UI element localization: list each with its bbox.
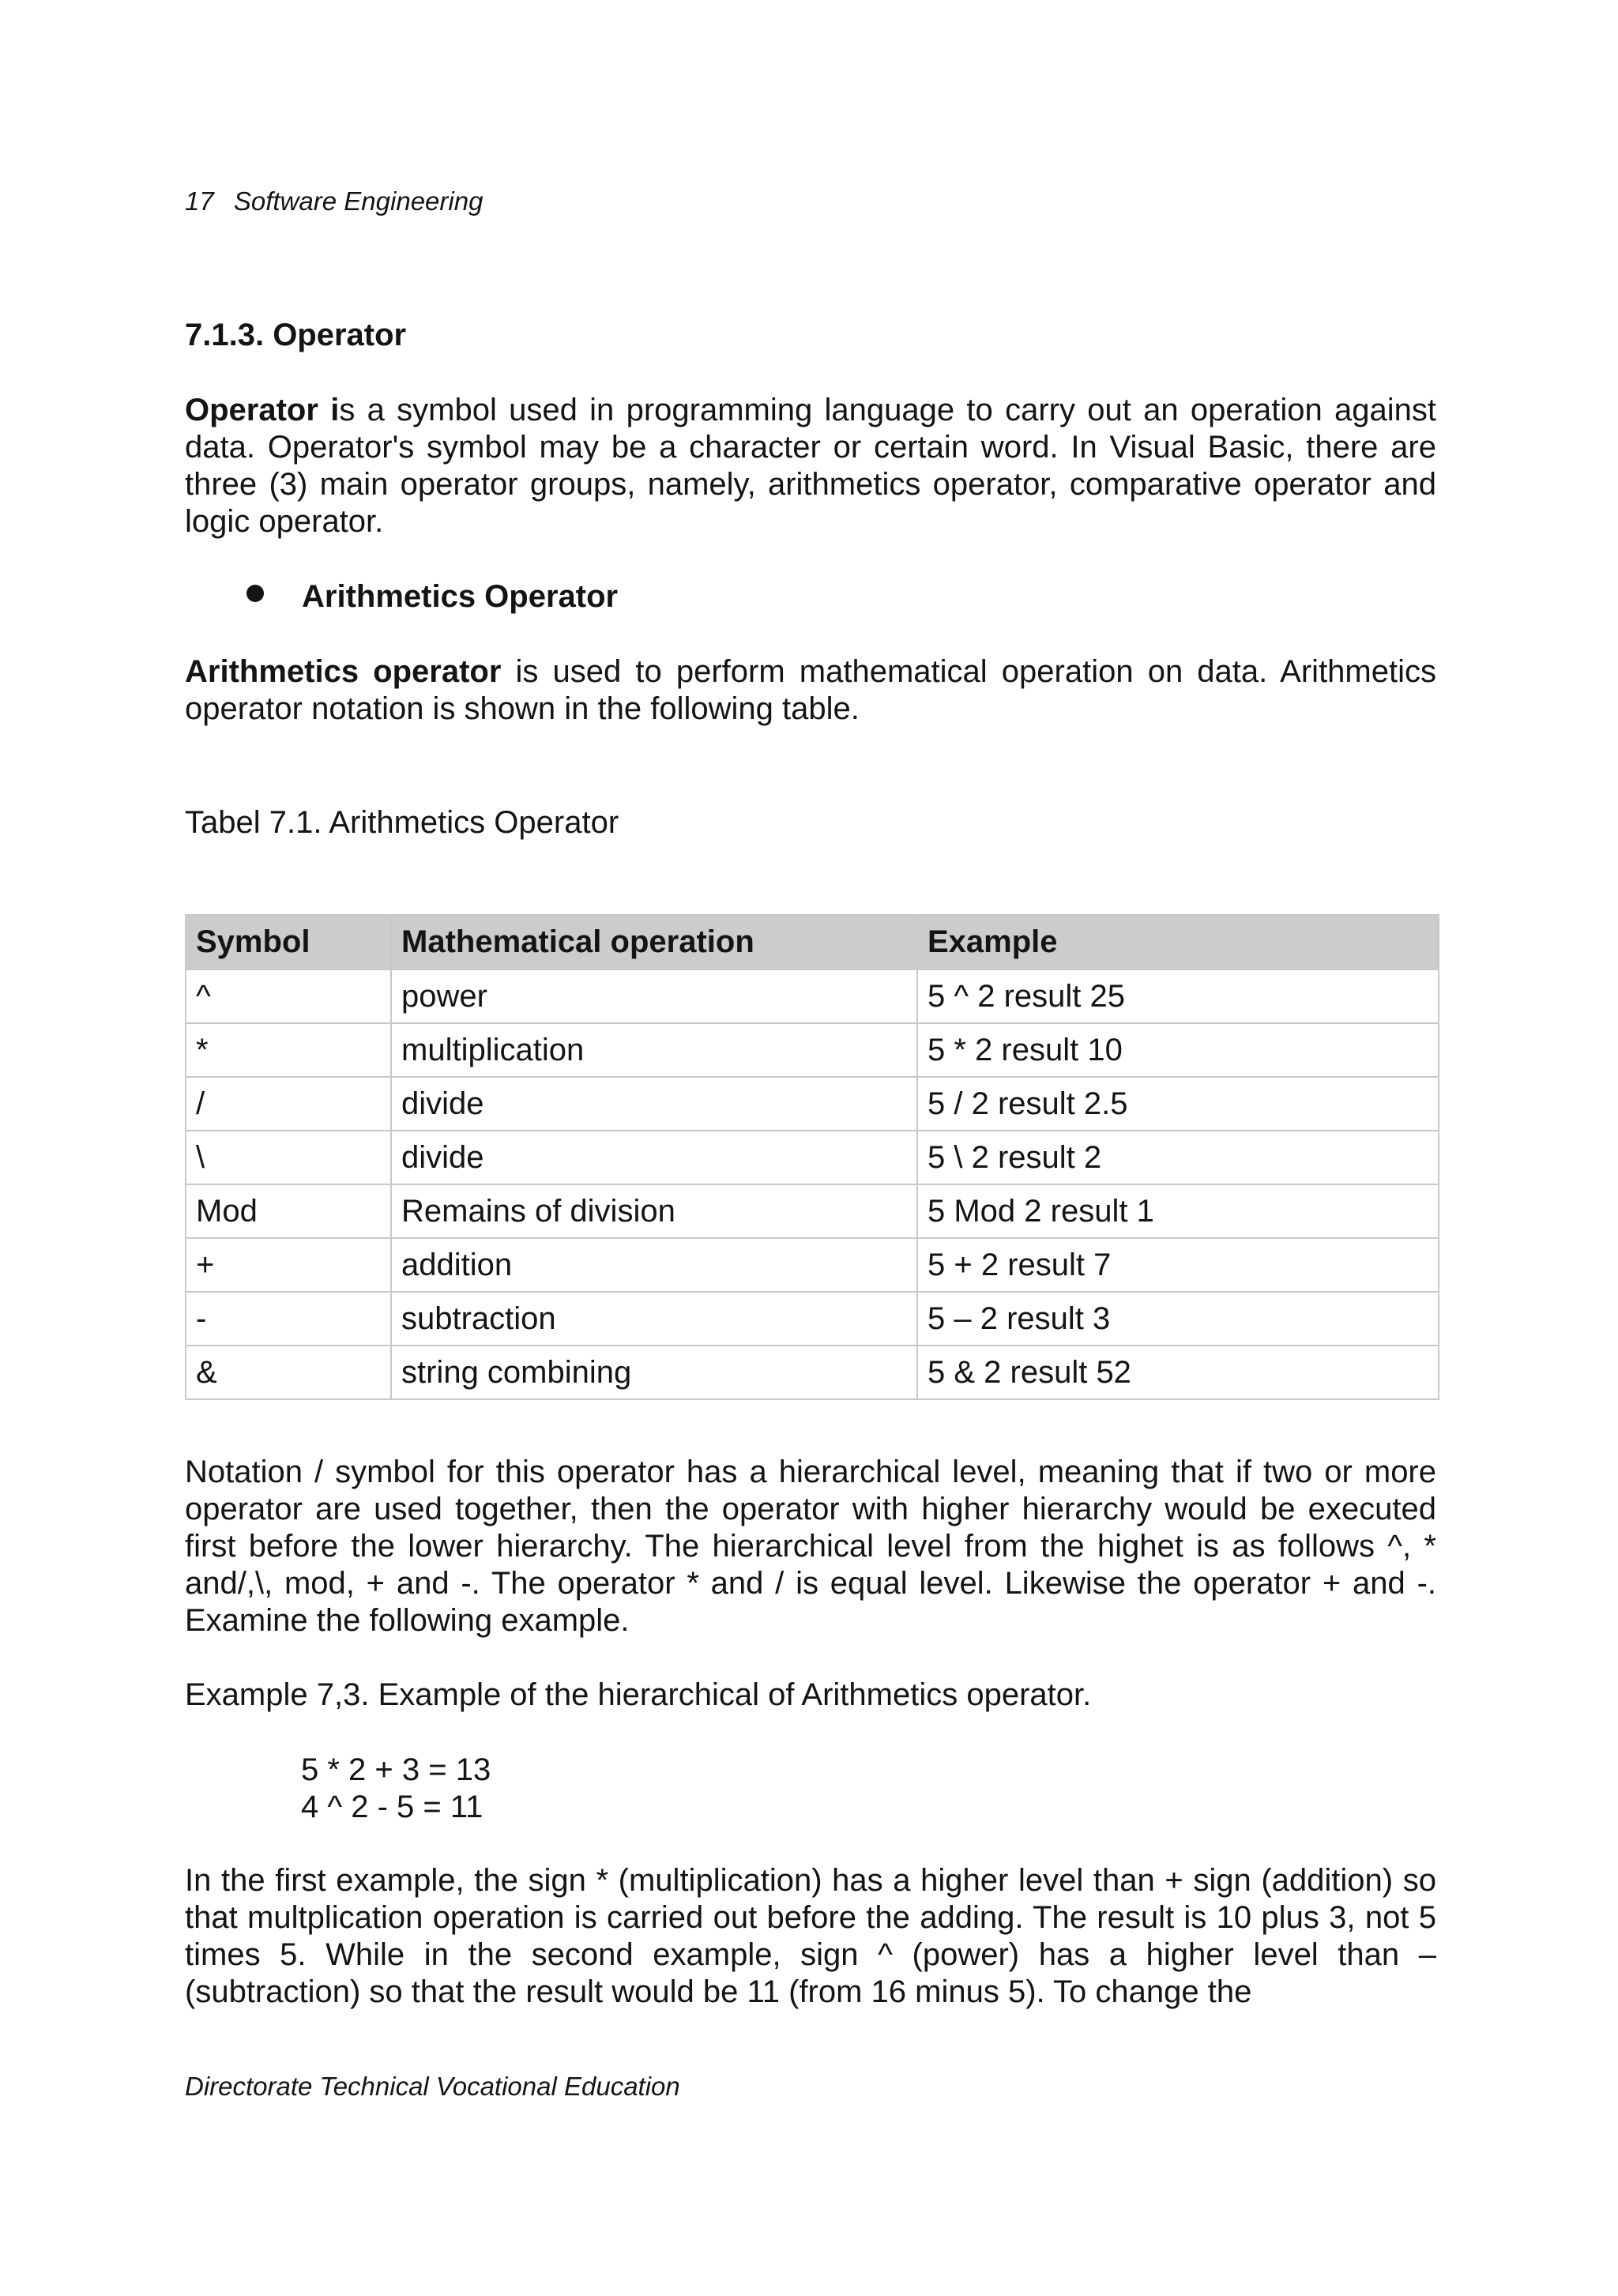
bullet-label: Arithmetics Operator	[302, 579, 619, 614]
cell-symbol: &	[186, 1346, 391, 1399]
bullet-item-arithmetics	[246, 579, 618, 615]
table-row	[186, 1184, 1439, 1238]
cell-example: 5 – 2 result 3	[917, 1292, 1439, 1346]
table-row	[186, 1131, 1439, 1184]
cell-example: 5 + 2 result 7	[917, 1238, 1439, 1292]
cell-operation: Remains of division	[391, 1184, 917, 1238]
header-symbol: Symbol	[186, 915, 391, 969]
cell-symbol: +	[186, 1238, 391, 1292]
cell-example: 5 ^ 2 result 25	[917, 969, 1439, 1023]
intro-text: s a symbol used in programming language to carry out an operation against data. Operator's symbol may be a character or certain word. In Visual Basic, there are three (3) main operator groups, namely, arithmetics operator, comparative operator and logic operator.	[185, 393, 1436, 539]
cell-symbol: \	[186, 1131, 391, 1184]
running-header	[185, 186, 483, 216]
cell-example: 5 & 2 result 52	[917, 1346, 1439, 1399]
running-footer: Directorate Technical Vocational Education	[185, 2072, 680, 2101]
hierarchy-paragraph: Notation / symbol for this operator has a hierarchical level, meaning that if two or more operator are used together, then the operator with higher hierarchy would be executed first before the lower hierarchy. The hierarchical level from the highet is as follows ^, * and/,\, mod, + and -. The operator * and / is equal level. Likewise the operator + and -. Examine the following example.	[185, 1455, 1436, 1638]
page-number: 17	[185, 186, 214, 216]
table-row	[186, 1077, 1439, 1131]
section-heading: 7.1.3. Operator	[185, 318, 407, 352]
cell-operation: divide	[391, 1077, 917, 1131]
cell-operation: addition	[391, 1238, 917, 1292]
book-title: Software Engineering	[233, 186, 484, 216]
cell-example: 5 Mod 2 result 1	[917, 1184, 1439, 1238]
operator-table	[185, 914, 1439, 1400]
table-row	[186, 1023, 1439, 1077]
header-example: Example	[917, 915, 1439, 969]
intro-paragraph	[185, 392, 1436, 540]
header-operation: Mathematical operation	[391, 915, 917, 969]
cell-operation: subtraction	[391, 1292, 917, 1346]
example-caption: Example 7,3. Example of the hierarchical of Arithmetics operator.	[185, 1677, 1092, 1712]
example-line: 4 ^ 2 - 5 = 11	[301, 1790, 484, 1824]
cell-example: 5 \ 2 result 2	[917, 1131, 1439, 1184]
table-row	[186, 1292, 1439, 1346]
cell-operation: multiplication	[391, 1023, 917, 1077]
intro-term: Operator i	[185, 393, 340, 427]
table-header-row	[186, 915, 1439, 969]
table-row	[186, 969, 1439, 1023]
bullet-icon	[246, 585, 264, 602]
table-row	[186, 1238, 1439, 1292]
cell-operation: string combining	[391, 1346, 917, 1399]
cell-operation: divide	[391, 1131, 917, 1184]
cell-symbol: ^	[186, 969, 391, 1023]
arithmetics-paragraph	[185, 653, 1436, 728]
cell-symbol: *	[186, 1023, 391, 1077]
cell-symbol: /	[186, 1077, 391, 1131]
arithmetics-text: is used to perform mathematical operation on data. Arithmetics operator notation is shown in the following table.	[185, 654, 1436, 726]
example-block	[301, 1752, 491, 1826]
cell-example: 5 * 2 result 10	[917, 1023, 1439, 1077]
cell-example: 5 / 2 result 2.5	[917, 1077, 1439, 1131]
cell-operation: power	[391, 969, 917, 1023]
cell-symbol: Mod	[186, 1184, 391, 1238]
table-row	[186, 1346, 1439, 1399]
explanation-paragraph: In the first example, the sign * (multiplication) has a higher level than + sign (addition) so that multplication operation is carried out before the adding. The result is 10 plus 3, not 5 times 5. While in the second example, sign ^ (power) has a higher level than – (subtraction) so that the result would be 11 (from 16 minus 5). To change the	[185, 1863, 1436, 2009]
table-caption: Tabel 7.1. Arithmetics Operator	[185, 805, 619, 840]
arithmetics-term: Arithmetics operator	[185, 654, 502, 689]
example-line: 5 * 2 + 3 = 13	[301, 1752, 491, 1787]
cell-symbol: -	[186, 1292, 391, 1346]
